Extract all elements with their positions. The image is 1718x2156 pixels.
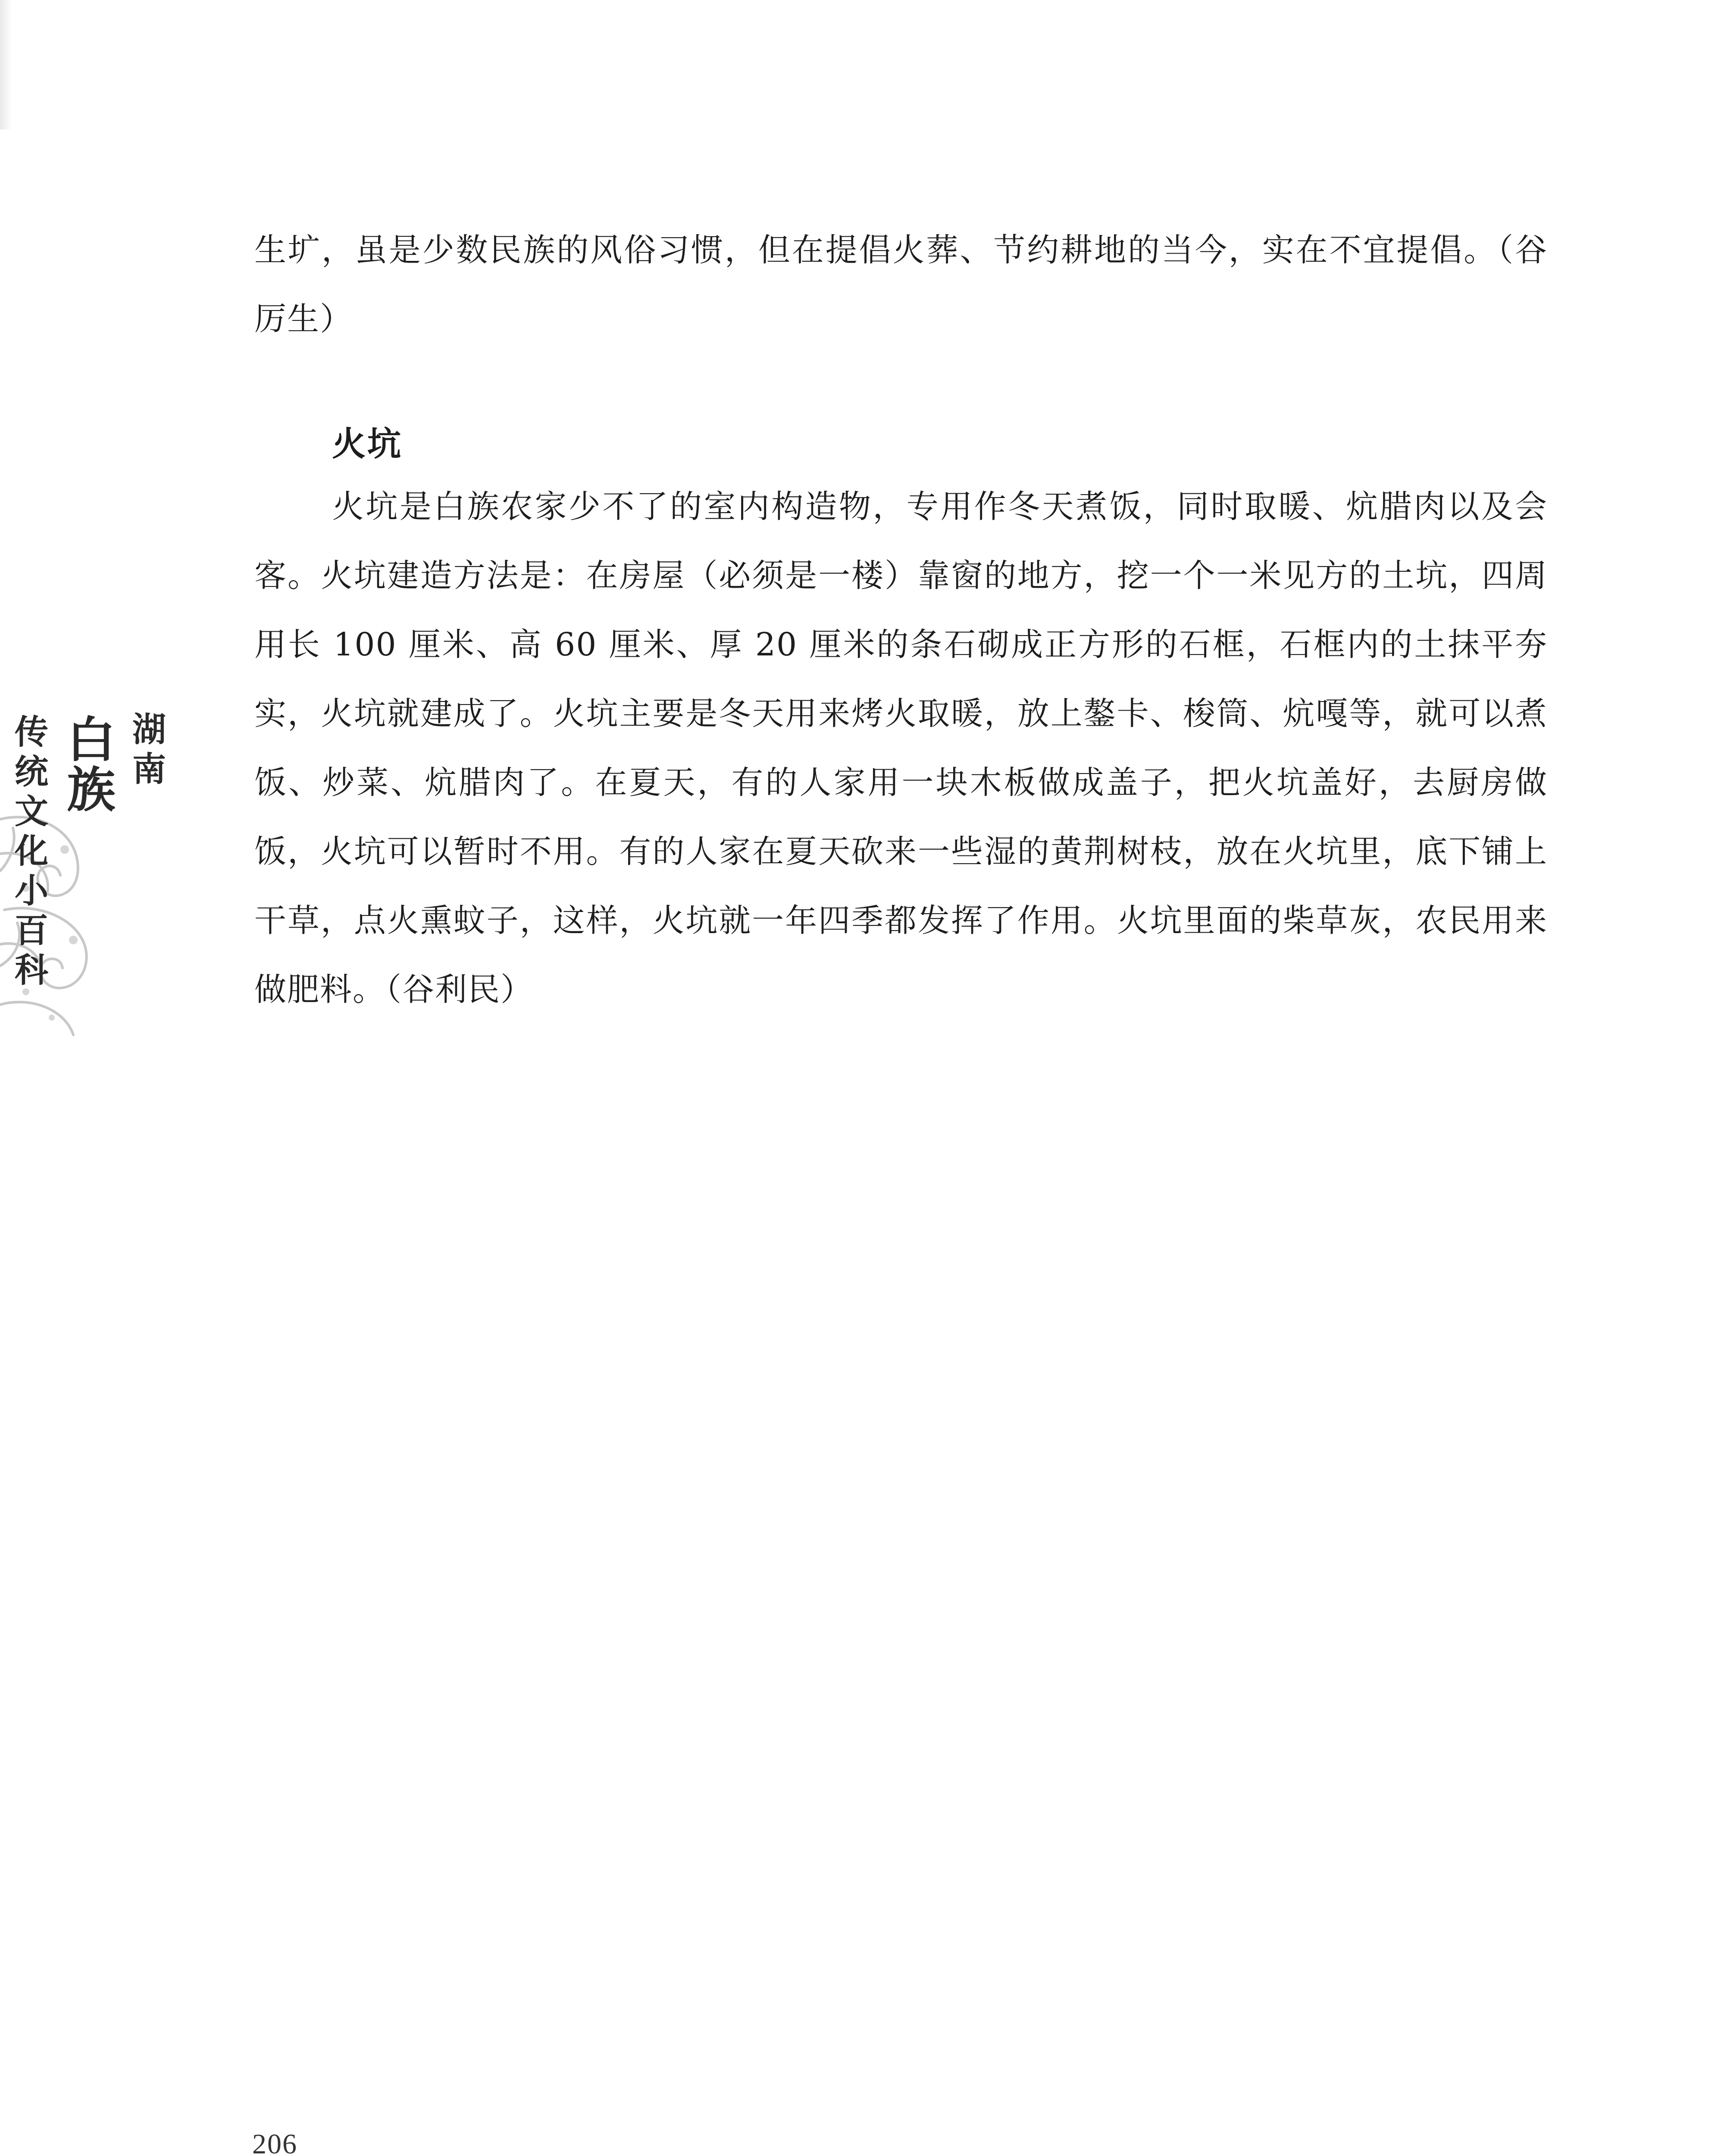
section-body-paragraph: 火坑是白族农家少不了的室内构造物，专用作冬天煮饭，同时取暖、炕腊肉以及会客。火坑建造方法是：在房屋（必须是一楼）靠窗的地方，挖一个一米见方的土坑，四周用长 100 厘米、高 60 厘米、厚 20 厘米的条石砌成正方形的石框，石框内的土抹平夯实，火坑就建成了。火坑主要是冬天用来烤火取暖，放上鏊卡、梭筒、炕嘎等，就可以煮饭、炒菜、炕腊肉了。在夏天，有的人家用一块木板做成盖子，把火坑盖好，去厨房做饭，火坑可以暂时不用。有的人家在夏天砍来一些湿的黄荆树枝，放在火坑里，底下铺上干草，点火熏蚊子，这样，火坑就一年四季都发挥了作用。火坑里面的柴草灰，农民用来做肥料。（谷利民） (254, 488, 1548, 1008)
section-heading: 火坑 (332, 424, 403, 464)
book-series-title (9, 711, 170, 992)
series-title-region: 湖南 (127, 711, 166, 791)
series-title-subject: 传统文化小百科 (9, 714, 48, 992)
page-number: 206 (252, 2128, 297, 2156)
series-title-ethnic-group: 白族 (59, 714, 116, 814)
intro-paragraph: 生圹，虽是少数民族的风俗习惯，但在提倡火葬、节约耕地的当今，实在不宜提倡。（谷厉生） (254, 232, 1548, 338)
binding-shadow (0, 0, 12, 129)
